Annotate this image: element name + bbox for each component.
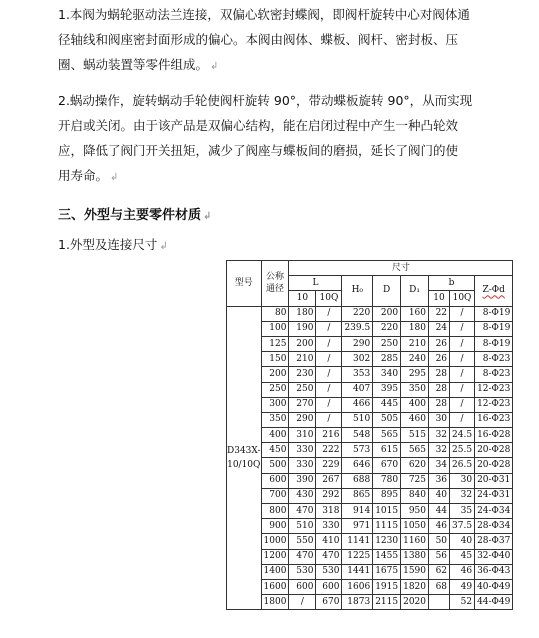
cell-d1: 725 [401, 473, 429, 488]
cell-b-10: 28 [429, 397, 450, 412]
cell-b-10: 36 [429, 473, 450, 488]
cell-b-10: 44 [429, 504, 450, 519]
cell-dn: 500 [261, 458, 289, 473]
cell-b-10q: 25.5 [450, 443, 475, 458]
cell-l-10q: 216 [316, 428, 342, 443]
cell-l-10q: / [316, 382, 342, 397]
paragraph-line: 应，降低了阀门开关扭矩，减少了阀座与蝶板间的磨损，延长了阀门的使 [58, 143, 459, 158]
cell-z-d: 28-Φ34 [475, 519, 513, 534]
cell-dn: 400 [261, 428, 289, 443]
cell-h0: 302 [342, 352, 373, 367]
cell-l-10: 290 [289, 412, 316, 427]
cell-z-d: 8-Φ23 [475, 367, 513, 382]
cell-b-10q: 52 [450, 595, 475, 610]
table-row [227, 443, 513, 458]
table-row [227, 504, 513, 519]
cell-d1: 840 [401, 488, 429, 503]
paragraph-line: 圈、蜗动装置等零件组成。 ↲ [58, 57, 219, 72]
cell-h0: 1606 [342, 579, 373, 594]
cell-l-10: 230 [289, 367, 316, 382]
cell-h0: 646 [342, 458, 373, 473]
cell-b-10q: 46 [450, 564, 475, 579]
cell-l-10: 330 [289, 443, 316, 458]
cell-dn: 300 [261, 397, 289, 412]
cell-b-10: 22 [429, 306, 450, 321]
cell-d1: 1820 [401, 579, 429, 594]
dimension-table [226, 260, 513, 610]
cell-l-10: 600 [289, 579, 316, 594]
cell-z-d: 12-Φ23 [475, 382, 513, 397]
cell-l-10: 250 [289, 382, 316, 397]
table-row [227, 428, 513, 443]
cell-d: 340 [373, 367, 401, 382]
cell-b-10: 40 [429, 488, 450, 503]
cell-b-10q: / [450, 382, 475, 397]
cell-l-10: 330 [289, 458, 316, 473]
cell-h0: 1141 [342, 534, 373, 549]
cell-l-10: 310 [289, 428, 316, 443]
cell-h0: 865 [342, 488, 373, 503]
cell-dn: 1400 [261, 564, 289, 579]
cell-d1: 515 [401, 428, 429, 443]
cell-b-10q: 35 [450, 504, 475, 519]
cell-b-10q: / [450, 336, 475, 351]
table-row [227, 458, 513, 473]
cell-d: 1015 [373, 504, 401, 519]
cell-dn: 700 [261, 488, 289, 503]
cell-z-d: 20-Φ28 [475, 443, 513, 458]
cell-h0: 548 [342, 428, 373, 443]
cell-b-10: 32 [429, 428, 450, 443]
cell-b-10q: / [450, 352, 475, 367]
cell-l-10q: / [316, 352, 342, 367]
cell-z-d: 44-Φ49 [475, 595, 513, 610]
paragraph-mark-icon: ↲ [210, 61, 219, 72]
cell-b-10: 50 [429, 534, 450, 549]
cell-b-10q: 26.5 [450, 458, 475, 473]
cell-dn: 1600 [261, 579, 289, 594]
cell-h0: 1873 [342, 595, 373, 610]
cell-l-10: 470 [289, 504, 316, 519]
cell-l-10: 200 [289, 336, 316, 351]
cell-h0: 220 [342, 306, 373, 321]
cell-dn: 250 [261, 382, 289, 397]
cell-b-10q: / [450, 397, 475, 412]
cell-h0: 1441 [342, 564, 373, 579]
cell-b-10q: 37.5 [450, 519, 475, 534]
cell-d1: 240 [401, 352, 429, 367]
cell-h0: 688 [342, 473, 373, 488]
cell-b-10q: 45 [450, 549, 475, 564]
cell-b-10q: 32 [450, 488, 475, 503]
cell-d1: 1050 [401, 519, 429, 534]
cell-h0: 353 [342, 367, 373, 382]
cell-l-10: 270 [289, 397, 316, 412]
header-dims: 尺寸 [289, 261, 513, 276]
cell-l-10q: 267 [316, 473, 342, 488]
cell-b-10q: / [450, 321, 475, 336]
cell-h0: 971 [342, 519, 373, 534]
cell-l-10q: 670 [316, 595, 342, 610]
cell-z-d: 20-Φ31 [475, 473, 513, 488]
paragraph-mark-icon: ↲ [110, 172, 119, 183]
cell-z-d: 16-Φ28 [475, 428, 513, 443]
header-L-10q: 10Q [316, 291, 342, 306]
cell-d: 780 [373, 473, 401, 488]
cell-l-10: 190 [289, 321, 316, 336]
cell-d: 615 [373, 443, 401, 458]
cell-h0: 1225 [342, 549, 373, 564]
cell-h0: 407 [342, 382, 373, 397]
table-row [227, 595, 513, 610]
cell-b-10: 26 [429, 336, 450, 351]
cell-d1: 400 [401, 397, 429, 412]
cell-b-10: 26 [429, 352, 450, 367]
header-D: D [373, 276, 401, 306]
sub-heading: 1.外型及连接尺寸 ↲ [58, 237, 168, 252]
cell-h0: 239.5 [342, 321, 373, 336]
cell-b-10: 32 [429, 443, 450, 458]
cell-d: 2115 [373, 595, 401, 610]
header-D1: D₁ [401, 276, 429, 306]
cell-d: 250 [373, 336, 401, 351]
header-b: b [429, 276, 475, 291]
cell-h0: 466 [342, 397, 373, 412]
cell-d: 445 [373, 397, 401, 412]
table-row [227, 564, 513, 579]
cell-z-d: 36-Φ43 [475, 564, 513, 579]
cell-z-d: 8-Φ23 [475, 352, 513, 367]
model-cell: D343X-10/10Q [227, 306, 262, 610]
cell-d1: 1590 [401, 564, 429, 579]
cell-b-10: 30 [429, 412, 450, 427]
cell-h0: 510 [342, 412, 373, 427]
cell-l-10q: 222 [316, 443, 342, 458]
cell-l-10: / [289, 595, 316, 610]
cell-d: 1675 [373, 564, 401, 579]
cell-z-d: 12-Φ23 [475, 397, 513, 412]
cell-d: 200 [373, 306, 401, 321]
cell-d: 565 [373, 428, 401, 443]
cell-dn: 200 [261, 367, 289, 382]
cell-l-10: 550 [289, 534, 316, 549]
cell-l-10: 470 [289, 549, 316, 564]
cell-z-d: 40-Φ49 [475, 579, 513, 594]
cell-d1: 180 [401, 321, 429, 336]
section-heading: 三、外型与主要零件材质 ↲ [58, 208, 212, 223]
cell-dn: 80 [261, 306, 289, 321]
cell-dn: 150 [261, 352, 289, 367]
header-b-10q: 10Q [450, 291, 475, 306]
table-row [227, 473, 513, 488]
cell-b-10q: / [450, 367, 475, 382]
cell-d: 1230 [373, 534, 401, 549]
cell-d: 895 [373, 488, 401, 503]
cell-z-d: 16-Φ23 [475, 412, 513, 427]
cell-l-10q: 410 [316, 534, 342, 549]
cell-l-10q: 318 [316, 504, 342, 519]
cell-d: 1915 [373, 579, 401, 594]
cell-l-10: 530 [289, 564, 316, 579]
cell-l-10: 210 [289, 352, 316, 367]
cell-d: 670 [373, 458, 401, 473]
header-b-10: 10 [429, 291, 450, 306]
cell-l-10: 180 [289, 306, 316, 321]
cell-b-10: 46 [429, 519, 450, 534]
cell-dn: 900 [261, 519, 289, 534]
table-row [227, 412, 513, 427]
cell-d: 505 [373, 412, 401, 427]
cell-z-d: 28-Φ37 [475, 534, 513, 549]
cell-b-10: 62 [429, 564, 450, 579]
cell-l-10q: 530 [316, 564, 342, 579]
header-L: L [289, 276, 342, 291]
cell-d1: 950 [401, 504, 429, 519]
header-zd: Z-Φd [475, 276, 513, 306]
cell-z-d: 32-Φ40 [475, 549, 513, 564]
table-row [227, 306, 513, 321]
cell-l-10q: 292 [316, 488, 342, 503]
cell-d1: 460 [401, 412, 429, 427]
cell-z-d: 8-Φ19 [475, 321, 513, 336]
cell-b-10q: / [450, 306, 475, 321]
paragraph-line: 径轴线和阀座密封面形成的偏心。本阀由阀体、蝶板、阀杆、密封板、压 [58, 32, 459, 47]
cell-d1: 1380 [401, 549, 429, 564]
cell-b-10q: 40 [450, 534, 475, 549]
table-row [227, 352, 513, 367]
cell-d1: 295 [401, 367, 429, 382]
cell-b-10: 28 [429, 382, 450, 397]
cell-dn: 100 [261, 321, 289, 336]
cell-b-10q: 49 [450, 579, 475, 594]
cell-d: 395 [373, 382, 401, 397]
cell-h0: 914 [342, 504, 373, 519]
cell-l-10q: / [316, 412, 342, 427]
cell-b-10: 28 [429, 367, 450, 382]
table-row [227, 534, 513, 549]
cell-d: 220 [373, 321, 401, 336]
cell-l-10q: / [316, 397, 342, 412]
cell-dn: 350 [261, 412, 289, 427]
table-row [227, 549, 513, 564]
cell-b-10q: 24.5 [450, 428, 475, 443]
cell-b-10: 24 [429, 321, 450, 336]
header-L-10: 10 [289, 291, 316, 306]
cell-b-10: 68 [429, 579, 450, 594]
paragraph-1 [58, 2, 498, 79]
table-row [227, 579, 513, 594]
table-row [227, 519, 513, 534]
cell-d: 1115 [373, 519, 401, 534]
paragraph-2 [58, 88, 498, 190]
cell-dn: 450 [261, 443, 289, 458]
cell-l-10q: / [316, 306, 342, 321]
cell-dn: 1800 [261, 595, 289, 610]
cell-h0: 573 [342, 443, 373, 458]
paragraph-line: 1.本阀为蜗轮驱动法兰连接，双偏心软密封蝶阀，即阀杆旋转中心对阀体通 [58, 7, 470, 22]
cell-z-d: 24-Φ31 [475, 488, 513, 503]
cell-z-d: 8-Φ19 [475, 306, 513, 321]
cell-l-10q: / [316, 321, 342, 336]
cell-z-d: 20-Φ28 [475, 458, 513, 473]
cell-d1: 350 [401, 382, 429, 397]
header-dn: 公称通径 [261, 261, 289, 307]
cell-l-10q: / [316, 336, 342, 351]
cell-z-d: 8-Φ19 [475, 336, 513, 351]
cell-d1: 2020 [401, 595, 429, 610]
cell-l-10: 430 [289, 488, 316, 503]
paragraph-mark-icon: ↲ [159, 241, 168, 252]
paragraph-line: 2.蜗动操作，旋转蜗动手轮使阀杆旋转 90°，带动蝶板旋转 90°，从而实现 [58, 93, 473, 108]
cell-d1: 210 [401, 336, 429, 351]
cell-l-10q: 470 [316, 549, 342, 564]
cell-d1: 620 [401, 458, 429, 473]
cell-b-10 [429, 595, 450, 610]
cell-l-10q: / [316, 367, 342, 382]
cell-b-10: 34 [429, 458, 450, 473]
table-row [227, 382, 513, 397]
cell-h0: 290 [342, 336, 373, 351]
cell-d1: 1160 [401, 534, 429, 549]
cell-b-10q: / [450, 412, 475, 427]
cell-b-10q: 30 [450, 473, 475, 488]
table-row [227, 336, 513, 351]
cell-d1: 565 [401, 443, 429, 458]
header-H0: H₀ [342, 276, 373, 306]
cell-l-10q: 330 [316, 519, 342, 534]
cell-l-10q: 229 [316, 458, 342, 473]
table-row [227, 367, 513, 382]
table-row [227, 397, 513, 412]
paragraph-mark-icon: ↲ [203, 211, 212, 222]
header-model: 型号 [227, 261, 262, 307]
cell-dn: 600 [261, 473, 289, 488]
cell-l-10: 390 [289, 473, 316, 488]
cell-dn: 125 [261, 336, 289, 351]
table-row [227, 321, 513, 336]
paragraph-line: 用寿命。 ↲ [58, 168, 119, 183]
cell-d1: 160 [401, 306, 429, 321]
cell-dn: 1200 [261, 549, 289, 564]
paragraph-line: 开启或关闭。由于该产品是双偏心结构，能在启闭过程中产生一种凸轮效 [58, 118, 459, 133]
cell-dn: 800 [261, 504, 289, 519]
cell-d: 285 [373, 352, 401, 367]
table-row [227, 488, 513, 503]
cell-l-10q: 600 [316, 579, 342, 594]
cell-b-10: 56 [429, 549, 450, 564]
cell-l-10: 510 [289, 519, 316, 534]
cell-z-d: 24-Φ34 [475, 504, 513, 519]
cell-dn: 1000 [261, 534, 289, 549]
cell-d: 1455 [373, 549, 401, 564]
